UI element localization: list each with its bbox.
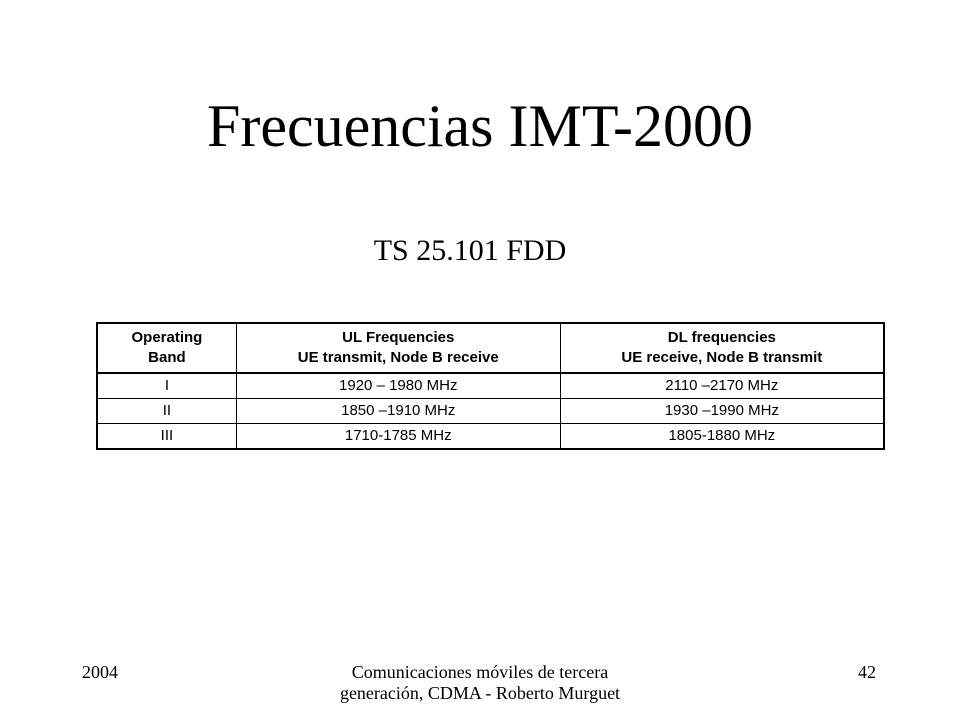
header-operating-band	[97, 323, 236, 373]
band-cell: II	[97, 399, 236, 424]
ul-frequency-cell: 1920 – 1980 MHz	[236, 373, 560, 399]
table-row	[97, 373, 884, 399]
header-ul-frequencies	[236, 323, 560, 373]
header-text: UE receive, Node B transmit	[621, 349, 823, 366]
footer-year: 2004	[82, 662, 118, 682]
dl-frequency-cell: 1805-1880 MHz	[560, 424, 884, 450]
band-cell: I	[97, 373, 236, 399]
footer-page-number: 42	[858, 662, 876, 682]
header-text: UE transmit, Node B receive	[297, 349, 499, 366]
header-text: Operating	[131, 329, 203, 346]
header-text: UL Frequencies	[342, 329, 455, 346]
slide-subtitle: TS 25.101 FDD	[373, 234, 567, 267]
header-text: Band	[148, 349, 186, 366]
table-row	[97, 424, 884, 450]
dl-frequency-cell: 2110 –2170 MHz	[560, 373, 884, 399]
ul-frequency-cell: 1850 –1910 MHz	[236, 399, 560, 424]
dl-frequency-cell: 1930 –1990 MHz	[560, 399, 884, 424]
ul-frequency-cell: 1710-1785 MHz	[236, 424, 560, 450]
table-header-row	[97, 323, 884, 373]
frequency-table	[96, 322, 885, 450]
table-row	[97, 399, 884, 424]
header-text: DL frequencies	[667, 329, 776, 346]
slide-title: Frecuencias IMT-2000	[207, 93, 753, 159]
header-dl-frequencies	[560, 323, 884, 373]
footer-course-title: Comunicaciones móviles de tercera generación, CDMA - Roberto Murguet	[339, 662, 621, 703]
band-cell: III	[97, 424, 236, 450]
